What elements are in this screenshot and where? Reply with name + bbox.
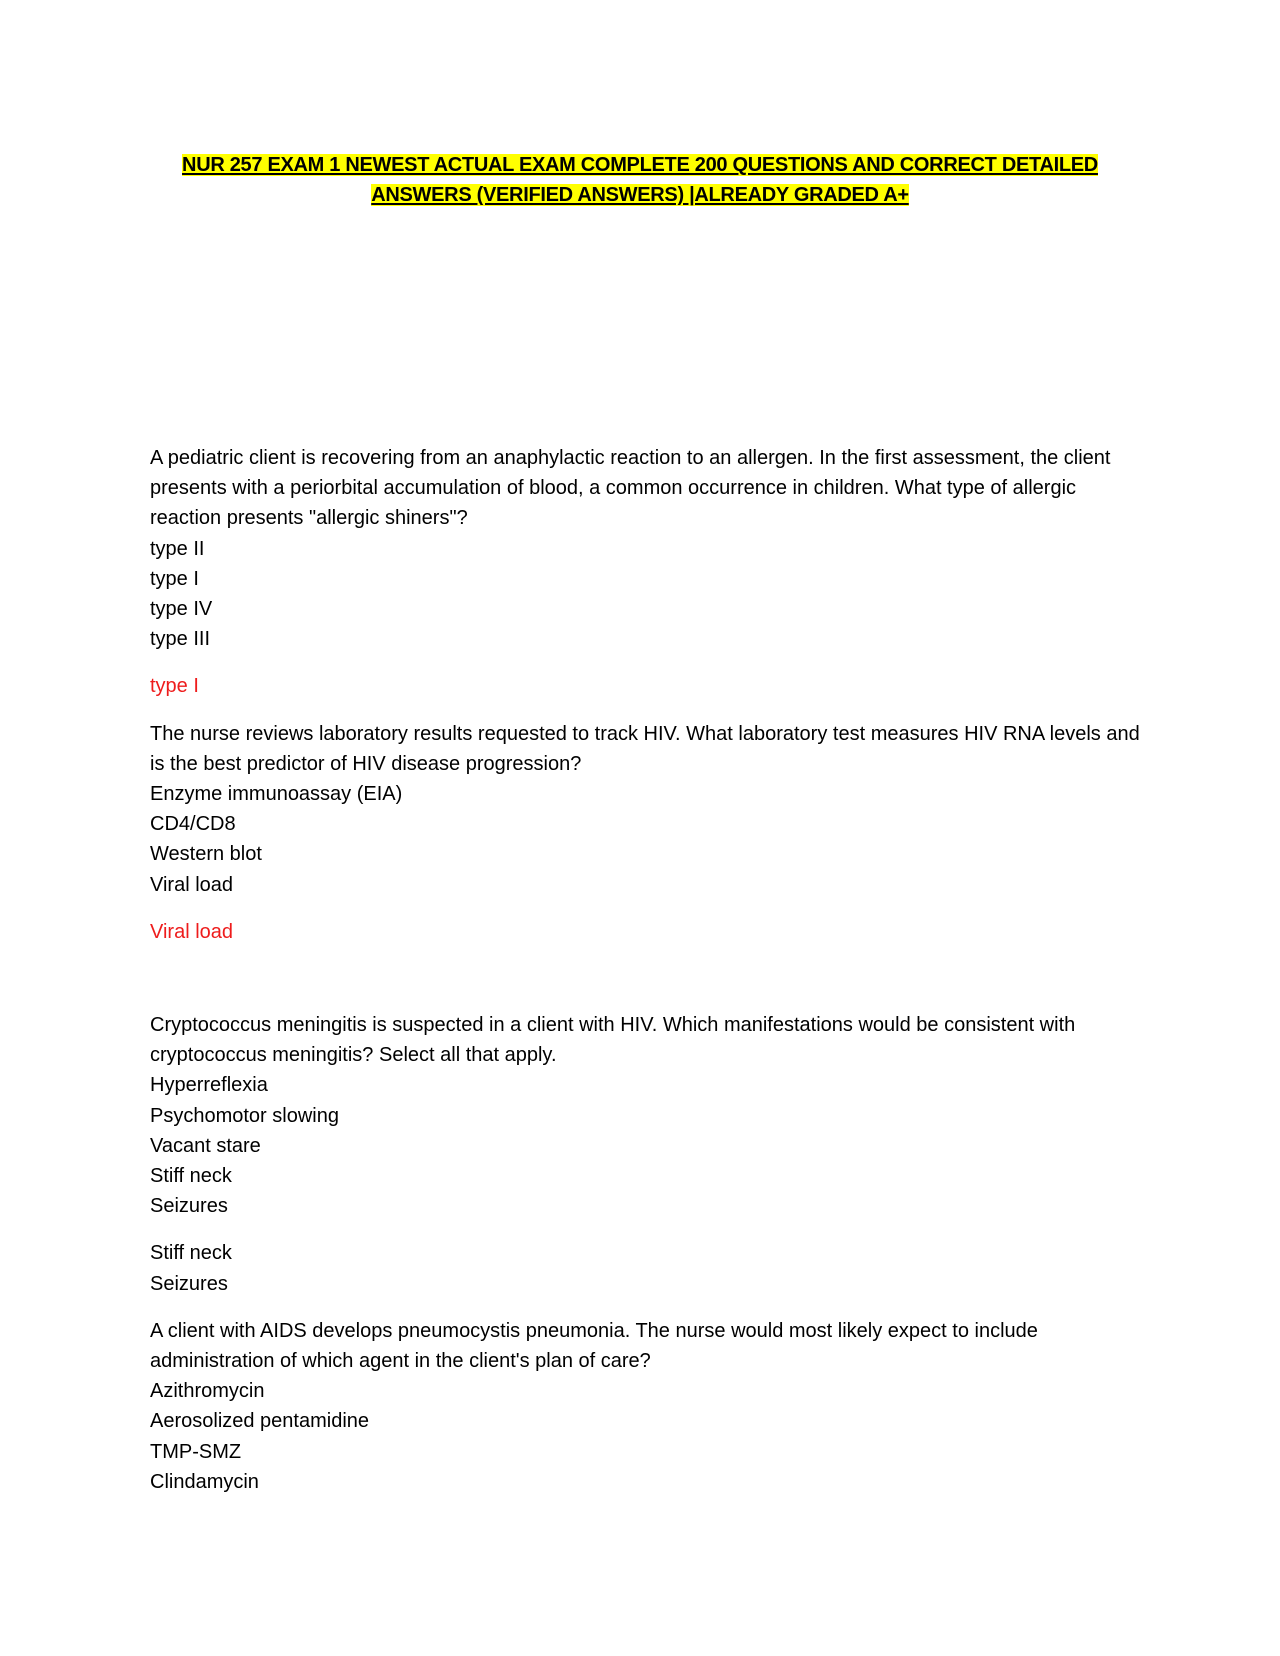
correct-answer: Stiff neck (150, 1242, 232, 1265)
title-line-1: NUR 257 EXAM 1 NEWEST ACTUAL EXAM COMPLETE 200 QUESTIONS AND CORRECT DETAILED (182, 154, 1098, 176)
correct-answer: Seizures (150, 1272, 228, 1295)
answer-option: Azithromycin (150, 1380, 265, 1403)
answer-option: Stiff neck (150, 1165, 232, 1188)
answer-option: CD4/CD8 (150, 813, 236, 836)
answer-option: Enzyme immunoassay (EIA) (150, 783, 403, 806)
answer-option: Psychomotor slowing (150, 1104, 339, 1127)
answer-option: type IV (150, 598, 213, 621)
question-stem: A pediatric client is recovering from an anaphylactic reaction to an allergen. In the first assessment, the client presents with a periorbital accumulation of blood, a common occurrence in children. What type of allergic reaction presents "allergic shiners"? (150, 447, 1111, 530)
question-stem: A client with AIDS develops pneumocystis pneumonia. The nurse would most likely expect to include administration of which agent in the client's plan of care? (150, 1319, 1038, 1373)
answer-option: Viral load (150, 873, 234, 896)
answer-option: Clindamycin (150, 1470, 259, 1493)
answer-option: TMP-SMZ (150, 1440, 242, 1463)
answer-option: Aerosolized pentamidine (150, 1410, 370, 1433)
question-4 (150, 1316, 1140, 1497)
title-line-2: ANSWERS (VERIFIED ANSWERS) |ALREADY GRADED A+ (371, 184, 909, 206)
correct-answer: Viral load (150, 920, 234, 943)
questions-list (150, 443, 1140, 1497)
answer-option: Vacant stare (150, 1134, 261, 1157)
answer-option: type III (150, 628, 211, 651)
answer-option: Western blot (150, 843, 262, 866)
answer-option: type II (150, 537, 205, 560)
answer-option: Hyperreflexia (150, 1074, 268, 1097)
document-title (150, 150, 1130, 210)
question-3 (150, 1010, 1140, 1299)
question-2 (150, 719, 1140, 947)
correct-answer: type I (150, 675, 199, 698)
question-stem: The nurse reviews laboratory results requested to track HIV. What laboratory test measures HIV RNA levels and is the best predictor of HIV disease progression? (150, 722, 1140, 775)
answer-option: type I (150, 567, 199, 590)
answer-option: Seizures (150, 1195, 228, 1218)
question-1 (150, 443, 1140, 702)
question-stem: Cryptococcus meningitis is suspected in a client with HIV. Which manifestations would be consistent with cryptococcus meningitis? Select all that apply. (150, 1014, 1076, 1067)
